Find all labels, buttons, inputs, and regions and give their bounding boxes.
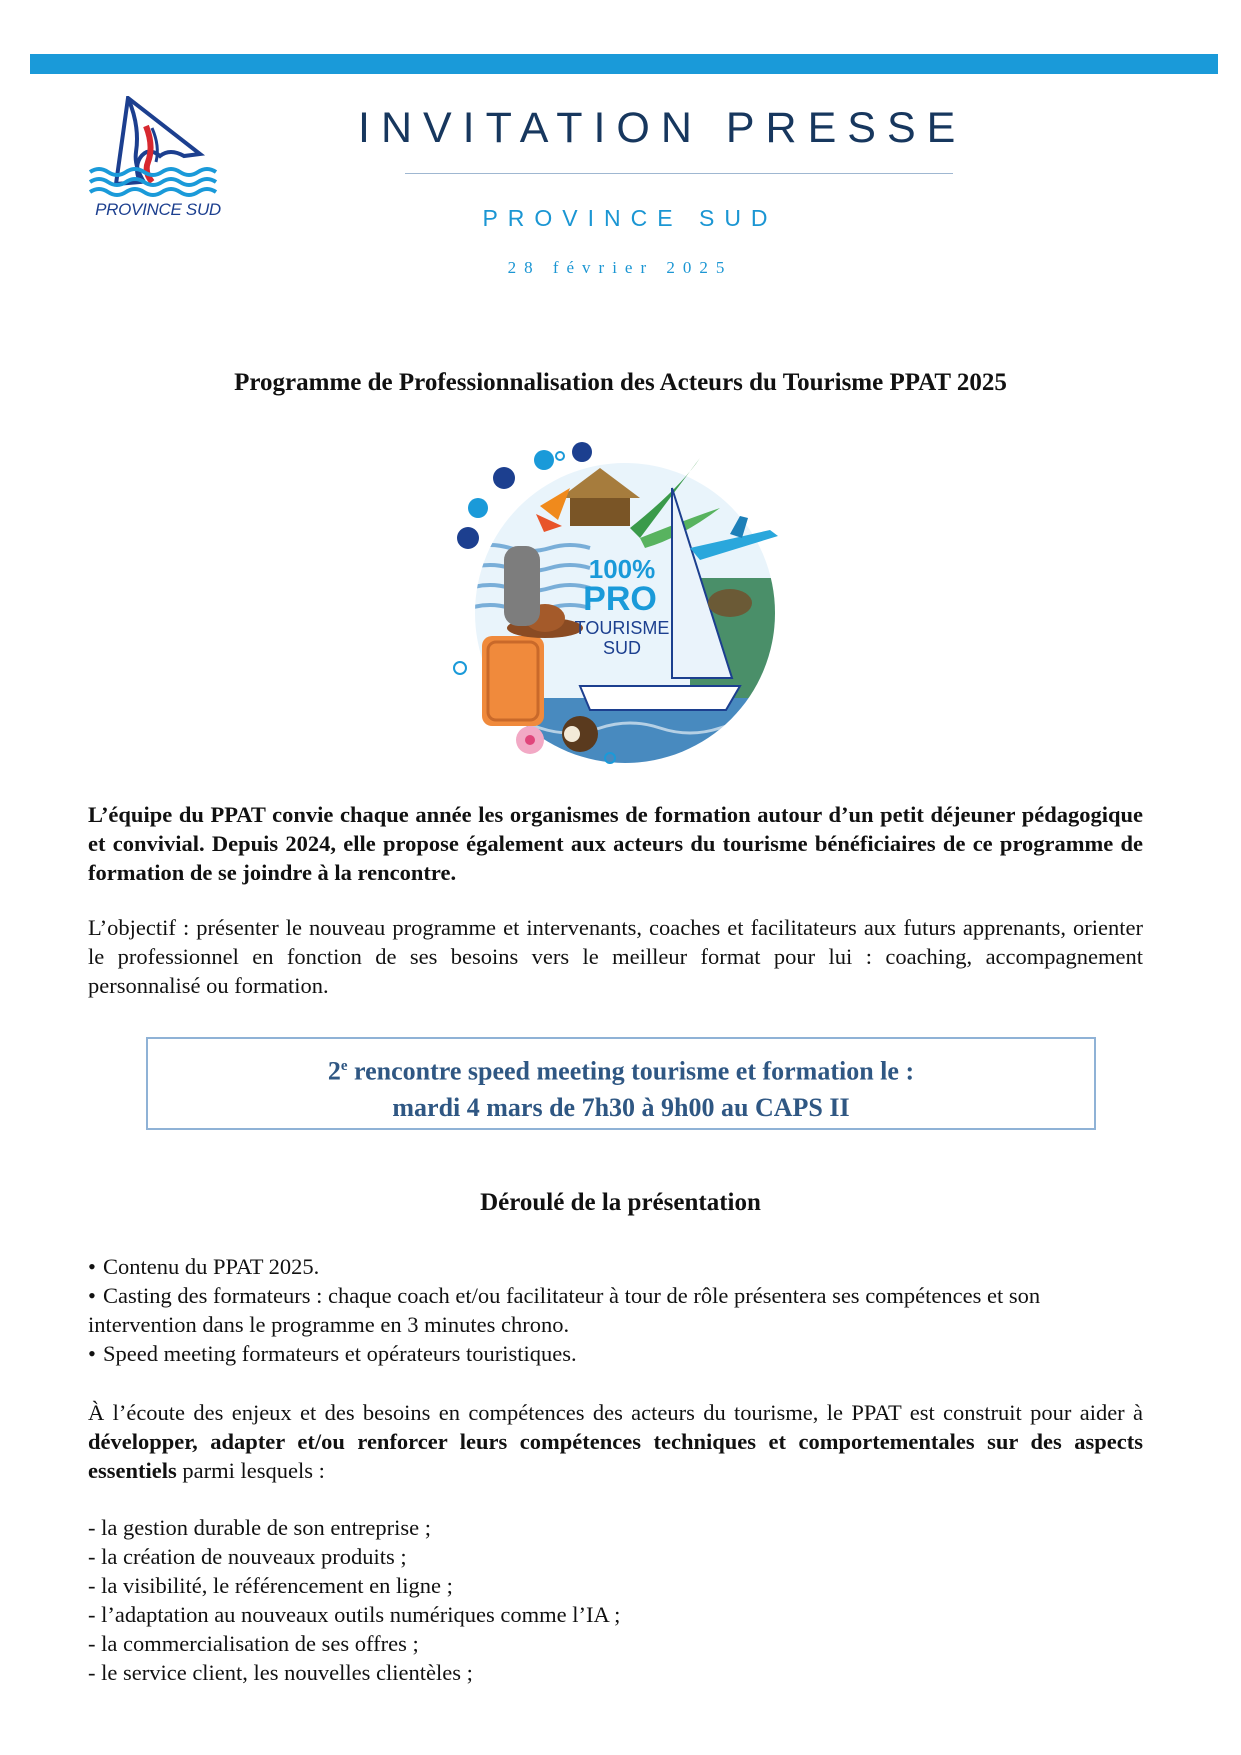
top-color-bar — [30, 54, 1218, 74]
intro-bold-paragraph: L’équipe du PPAT convie chaque année les organismes de formation autour d’un petit déjeuner pédagogique et convivial. Depuis 2024, elle propose également aux acteurs du tourisme bénéficiaires de ce programme de formation de se joindre à la rencontre. — [88, 802, 1143, 885]
bullet-icon: • — [88, 1283, 96, 1308]
objective-paragraph: L’objectif : présenter le nouveau programme et intervenants, coaches et facilitateurs aux futurs apprenants, orienter le professionnel en fonction de ses besoins vers le meilleur format pour lui : coaching, accompagnement personnalisé ou formation. — [88, 915, 1143, 998]
skills-list — [88, 1513, 620, 1687]
event-ordinal-number: 2 — [327, 1056, 341, 1086]
province-sud-emblem-icon — [88, 96, 228, 200]
program-title: Programme de Professionnalisation des Acteurs du Tourisme PPAT 2025 — [234, 369, 1007, 396]
event-line-1-text: rencontre speed meeting tourisme et formation le : — [347, 1056, 915, 1086]
skills-intro-start: À l’écoute des enjeux et des besoins en compétences des acteurs du tourisme, le PPAT est construit pour aider à — [88, 1400, 1143, 1425]
organization-name: PROVINCE SUD — [482, 205, 778, 231]
page-title: INVITATION PRESSE — [358, 104, 967, 152]
skills-list-item: - la création de nouveaux produits ; — [88, 1544, 407, 1569]
agenda-item — [88, 1252, 1143, 1281]
badge-percent: 100% — [588, 554, 656, 584]
skills-intro-bold: développer, adapter et/ou renforcer leurs compétences techniques et comportementales sur des aspects essentiels — [88, 1429, 1143, 1483]
ppat-tourism-illustration — [440, 428, 820, 768]
skills-list-item: - la gestion durable de son entreprise ; — [88, 1515, 432, 1540]
title-divider — [405, 173, 953, 174]
agenda-item — [88, 1339, 1143, 1368]
press-date: 28 février 2025 — [507, 258, 733, 277]
agenda-list — [88, 1252, 1143, 1368]
badge-tourisme: TOURISME — [574, 618, 670, 638]
agenda-item-text: Speed meeting formateurs et opérateurs touristiques. — [103, 1341, 577, 1366]
event-callout-box — [146, 1037, 1096, 1130]
event-line-2: mardi 4 mars de 7h30 à 9h00 au CAPS II — [392, 1092, 850, 1122]
skills-intro-paragraph — [88, 1398, 1143, 1485]
skills-intro-end: parmi lesquels : — [176, 1458, 325, 1483]
skills-list-item: - le service client, les nouvelles clientèles ; — [88, 1660, 473, 1685]
skills-list-item: - la commercialisation de ses offres ; — [88, 1631, 419, 1656]
bullet-icon: • — [88, 1254, 96, 1279]
agenda-item — [88, 1281, 1143, 1339]
badge-pro: PRO — [583, 580, 657, 618]
skills-list-item: - la visibilité, le référencement en ligne ; — [88, 1573, 453, 1598]
skills-list-item: - l’adaptation au nouveaux outils numériques comme l’IA ; — [88, 1602, 621, 1627]
event-line-1 — [148, 1048, 1094, 1090]
agenda-item-text: Contenu du PPAT 2025. — [103, 1254, 320, 1279]
event-ordinal-suffix: e — [340, 1058, 348, 1074]
agenda-heading: Déroulé de la présentation — [480, 1189, 761, 1216]
agenda-item-text: Casting des formateurs : chaque coach et/ou facilitateur à tour de rôle présentera ses compétences et son intervention dans le programme en 3 minutes chrono. — [88, 1283, 1041, 1337]
province-sud-logo — [88, 96, 228, 230]
logo-text: PROVINCE SUD — [95, 200, 221, 219]
bullet-icon: • — [88, 1341, 96, 1366]
badge-sud: SUD — [602, 638, 642, 658]
